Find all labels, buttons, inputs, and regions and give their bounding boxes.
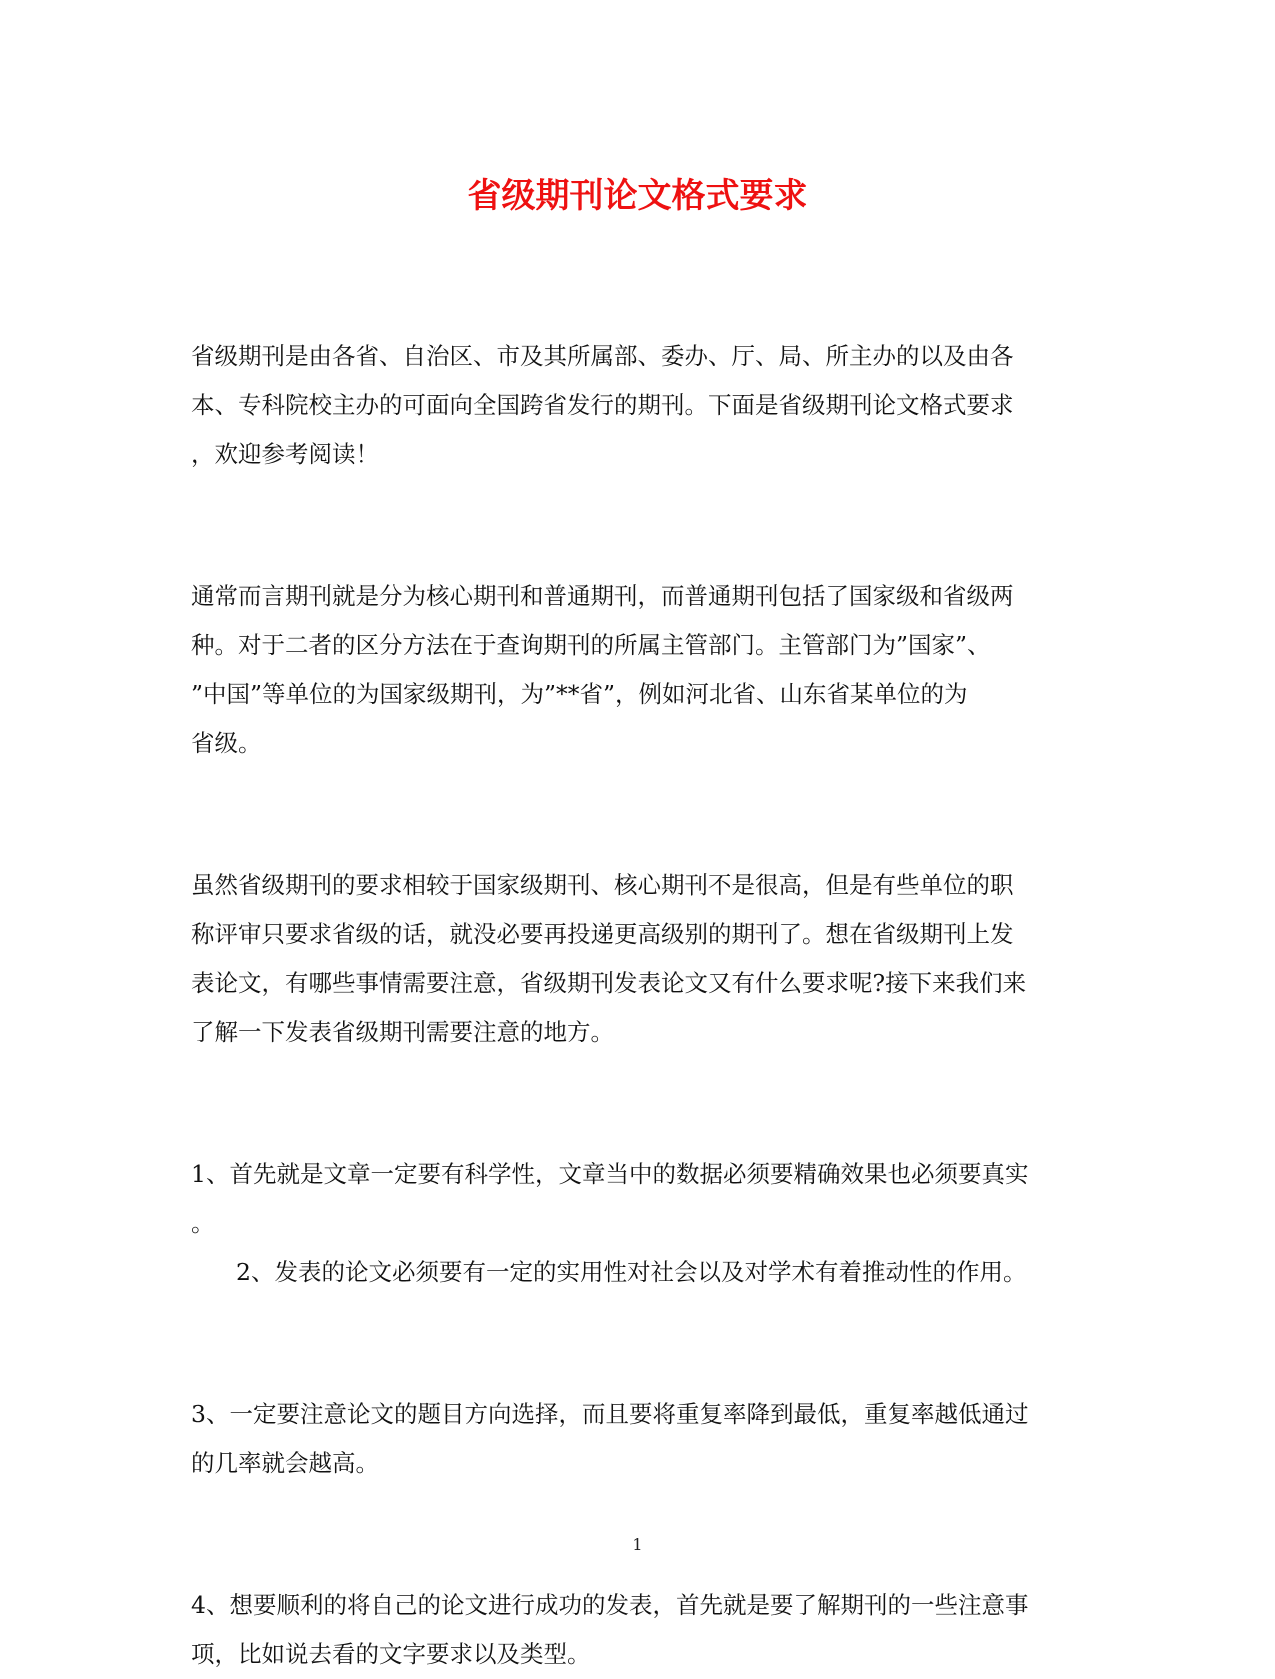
list-item-4: [191, 1581, 1091, 1679]
text-line: 称评审只要求省级的话，就没必要再投递更高级别的期刊了。想在省级期刊上发: [191, 920, 1014, 948]
text-line: 了解一下发表省级期刊需要注意的地方。: [191, 1018, 614, 1046]
text-line: 3、一定要注意论文的题目方向选择，而且要将重复率降到最低，重复率越低通过: [191, 1400, 1029, 1428]
paragraph-spacer: [191, 479, 1091, 572]
paragraph-spacer: [191, 1297, 1091, 1390]
document-body: [191, 332, 1091, 1679]
paragraph-intro: [191, 332, 1091, 479]
paragraph-classification: [191, 572, 1091, 768]
text-line: 虽然省级期刊的要求相较于国家级期刊、核心期刊不是很高，但是有些单位的职: [191, 871, 1014, 899]
paragraph-spacer: [191, 1057, 1091, 1150]
text-line: 省级。: [191, 729, 262, 757]
list-item-1-2: [191, 1150, 1091, 1297]
text-line: 项，比如说去看的文字要求以及类型。: [191, 1640, 591, 1668]
paragraph-spacer: [191, 768, 1091, 861]
text-line: ，欢迎参考阅读！: [191, 440, 379, 468]
list-item-3: [191, 1390, 1091, 1488]
text-line: 表论文，有哪些事情需要注意，省级期刊发表论文又有什么要求呢?接下来我们来: [191, 969, 1027, 997]
text-line: 1、首先就是文章一定要有科学性，文章当中的数据必须要精确效果也必须要真实: [191, 1160, 1029, 1188]
text-line: 通常而言期刊就是分为核心期刊和普通期刊，而普通期刊包括了国家级和省级两: [191, 582, 1014, 610]
text-line: 省级期刊是由各省、自治区、市及其所属部、委办、厅、局、所主办的以及由各: [191, 342, 1014, 370]
text-line: 4、想要顺利的将自己的论文进行成功的发表，首先就是要了解期刊的一些注意事: [191, 1591, 1029, 1619]
paragraph-requirements-intro: [191, 861, 1091, 1057]
text-line: 2、发表的论文必须要有一定的实用性对社会以及对学术有着推动性的作用。: [236, 1258, 1027, 1286]
text-line: ”中国”等单位的为国家级期刊，为”**省”，例如河北省、山东省某单位的为: [191, 680, 968, 708]
text-line: 的几率就会越高。: [191, 1449, 379, 1477]
document-title: 省级期刊论文格式要求: [467, 176, 808, 216]
text-line: 本、专科院校主办的可面向全国跨省发行的期刊。下面是省级期刊论文格式要求: [191, 391, 1014, 419]
text-line: 。: [191, 1209, 215, 1237]
text-line: 种。对于二者的区分方法在于查询期刊的所属主管部门。主管部门为”国家”、: [191, 631, 991, 659]
page-number: 1: [632, 1535, 643, 1554]
